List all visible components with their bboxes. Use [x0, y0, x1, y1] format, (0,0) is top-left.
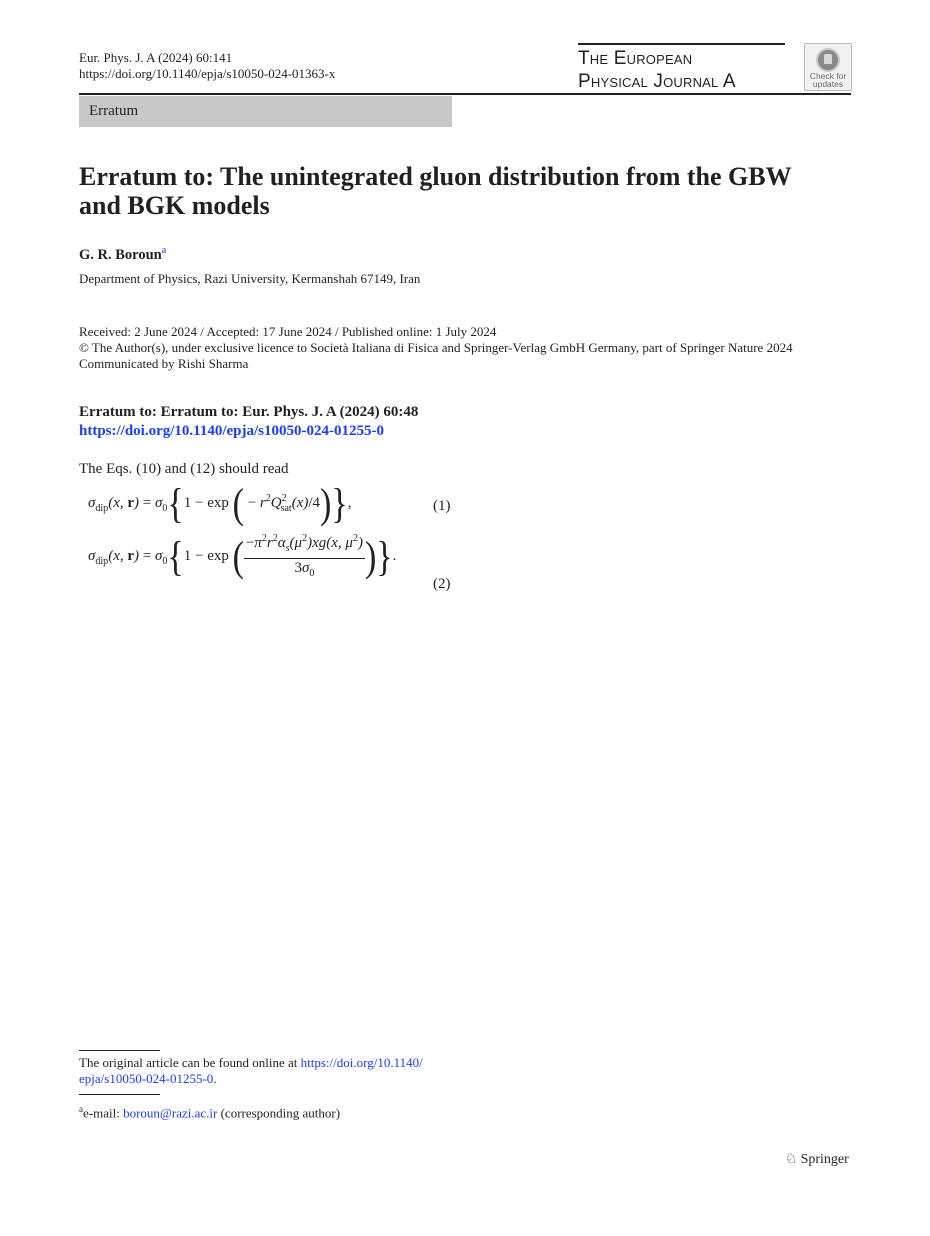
crossmark-label-line1: Check for	[809, 71, 847, 81]
crossmark-label-line2: updates	[812, 79, 844, 89]
equation-2-number: (2)	[433, 576, 451, 592]
citation-line: Eur. Phys. J. A (2024) 60:141	[79, 50, 233, 65]
citation-block	[79, 50, 335, 82]
author-footnote-mark[interactable]: a	[161, 245, 167, 256]
email-footnote	[79, 1104, 340, 1121]
publisher-logo	[785, 1151, 849, 1168]
erratum-reference: Erratum to: Erratum to: Eur. Phys. J. A (2024) 60:48	[79, 404, 419, 420]
author-name: G. R. Boroun	[79, 246, 162, 263]
springer-knight-icon: ♘	[785, 1151, 798, 1167]
email-link[interactable]: boroun@razi.ac.ir	[123, 1105, 218, 1121]
copyright-line: © The Author(s), under exclusive licence to Società Italiana di Fisica and Springer-Verlag GmbH Germany, part of Springer Nature 2024	[79, 340, 793, 355]
publisher-name: Springer	[800, 1152, 849, 1167]
article-title: Erratum to: The unintegrated gluon distribution from the GBW and BGK models	[79, 162, 792, 220]
original-article-link-part1[interactable]: https://doi.org/10.1140/	[300, 1055, 423, 1070]
email-footnote-mark: a	[79, 1104, 83, 1114]
author-line	[79, 245, 166, 264]
erratum-heading	[79, 403, 418, 441]
original-article-note	[79, 1055, 459, 1087]
email-note: (corresponding author)	[217, 1105, 341, 1121]
doi-line: https://doi.org/10.1140/epja/s10050-024-01363-x	[79, 66, 336, 81]
check-for-updates-badge[interactable]	[804, 43, 852, 91]
equation-1-number: (1)	[433, 498, 451, 514]
journal-logo	[578, 47, 793, 93]
equation-2-fraction: $\frac{-\pi^2r^2\alpha_s(\mu^2)xg(x, \mu^2)}{3\sigma_0}$	[244, 530, 365, 583]
article-type-band	[79, 96, 452, 127]
equation-2: $\sigma_{dip}(x$, $r) = \sigma_0\{1 - \exp$ ( $\frac{-\pi^2r^2\alpha_s(\mu^2)xg(x, \mu^2)}{3\sigma_0}$ )}.	[88, 530, 396, 583]
journal-name-line1: The European	[578, 48, 693, 69]
journal-rule	[578, 43, 785, 45]
journal-name-line2: Physical Journal A	[578, 71, 736, 92]
affiliation: Department of Physics, Razi University, Kermanshah 67149, Iran	[79, 271, 421, 286]
article-type: Erratum	[89, 103, 139, 119]
email-label: e-mail:	[83, 1105, 124, 1121]
footnote-rule	[79, 1050, 160, 1051]
original-article-link-part2[interactable]: epja/s10050-024-01255-0	[79, 1071, 214, 1086]
equation-1: $\sigma_{dip}(x$, $r) = \sigma_0\{1 - \exp$ ( − $r^2Q^2_{sat}(x)/4$)},	[88, 481, 352, 528]
communicated-by: Communicated by Rishi Sharma	[79, 356, 249, 371]
article-history	[79, 324, 793, 372]
original-note-text: The original article can be found online at	[79, 1055, 301, 1070]
footnote-rule	[79, 1094, 160, 1095]
publication-dates: Received: 2 June 2024 / Accepted: 17 June 2024 / Published online: 1 July 2024	[79, 324, 497, 339]
original-note-period: .	[213, 1071, 217, 1086]
crossmark-label	[805, 72, 851, 88]
erratum-doi-link[interactable]: https://doi.org/10.1140/epja/s10050-024-01255-0	[79, 423, 385, 439]
crossmark-icon	[816, 48, 840, 72]
header-rule	[79, 93, 851, 95]
body-intro: The Eqs. (10) and (12) should read	[79, 461, 289, 477]
